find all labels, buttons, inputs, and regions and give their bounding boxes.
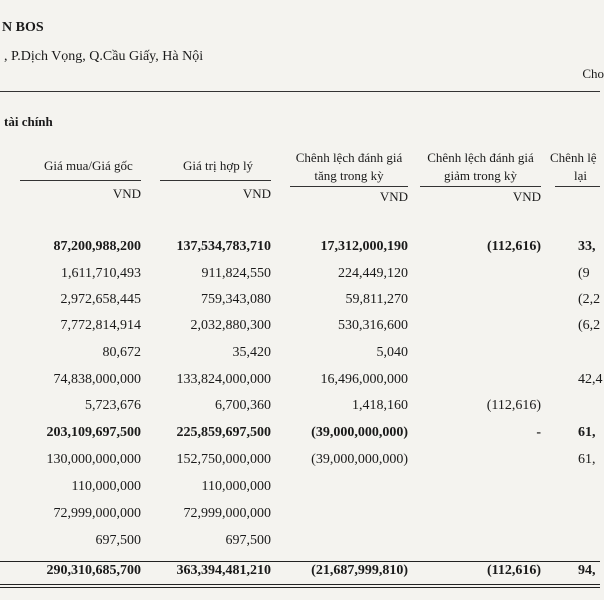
col-header-line	[290, 186, 408, 187]
table-cell-c2: 137,534,783,710	[176, 239, 271, 254]
table-cell-c3: (39,000,000,000)	[311, 425, 408, 440]
total-top-rule	[0, 561, 600, 562]
table-cell-c3: 5,040	[376, 345, 408, 360]
table-cell-c1: 203,109,697,500	[46, 425, 141, 440]
table-row	[0, 266, 600, 288]
table-cell-c2: 225,859,697,500	[176, 425, 271, 440]
table-cell-c5: (9	[578, 266, 590, 281]
col-header-increase-line2: tăng trong kỳ	[314, 168, 384, 183]
table-cell-c3: 17,312,000,190	[320, 239, 408, 254]
table-cell-c2: 2,032,880,300	[190, 318, 271, 333]
table-cell-c1: 72,999,000,000	[53, 506, 141, 521]
table-cell-c2: 6,700,360	[215, 398, 271, 413]
col-header-line	[20, 180, 141, 181]
table-cell-c2: 152,750,000,000	[176, 452, 271, 467]
table-cell-c3: 530,316,600	[338, 318, 408, 333]
table-cell-c2: 72,999,000,000	[183, 506, 271, 521]
total-increase: (21,687,999,810)	[311, 563, 408, 578]
header-divider	[0, 91, 600, 92]
table-row	[0, 292, 600, 314]
table-cell-c2: 759,343,080	[201, 292, 271, 307]
col-header-increase-line1: Chênh lệch đánh giá	[295, 150, 403, 165]
col-unit: VND	[512, 189, 541, 204]
col-header-increase	[290, 149, 408, 185]
table-row	[0, 398, 600, 420]
table-cell-c5: 61,	[578, 425, 596, 440]
col-header-line	[160, 180, 271, 181]
report-heading-fragment: Cho	[582, 66, 604, 81]
table-cell-c1: 1,611,710,493	[61, 266, 141, 281]
total-cost: 290,310,685,700	[46, 563, 141, 578]
table-row	[0, 506, 600, 528]
col-unit: VND	[112, 186, 141, 201]
table-row	[0, 452, 600, 474]
table-row	[0, 372, 603, 394]
table-cell-c5: 33,	[578, 239, 596, 254]
table-cell-c4: (112,616)	[486, 239, 541, 254]
table-cell-c2: 35,420	[232, 345, 271, 360]
col-header-revaluation	[550, 149, 597, 185]
table-cell-c1: 697,500	[95, 533, 141, 548]
table-cell-c1: 5,723,676	[85, 398, 141, 413]
table-cell-c5: 61,	[578, 452, 596, 467]
table-cell-c1: 2,972,658,445	[60, 292, 141, 307]
col-header-decrease-line1: Chênh lệch đánh giá	[427, 150, 534, 165]
col-header-line	[555, 186, 600, 187]
table-cell-c2: 110,000,000	[201, 479, 271, 494]
table-cell-c3: 1,418,160	[352, 398, 408, 413]
total-row	[0, 563, 600, 585]
table-cell-c1: 110,000,000	[71, 479, 141, 494]
table-cell-c1: 7,772,814,914	[60, 318, 141, 333]
total-fair-value: 363,394,481,210	[176, 563, 271, 578]
table-cell-c1: 74,838,000,000	[53, 372, 141, 387]
total-decrease: (112,616)	[486, 563, 541, 578]
table-cell-c2: 133,824,000,000	[176, 372, 271, 387]
table-cell-c4: -	[536, 425, 541, 440]
table-row	[0, 318, 600, 340]
col-header-decrease-line2: giảm trong kỳ	[444, 168, 517, 183]
col-header-decrease	[420, 149, 541, 185]
col-header-line	[420, 186, 541, 187]
table-cell-c3: (39,000,000,000)	[311, 452, 408, 467]
table-cell-c1: 87,200,988,200	[53, 239, 141, 254]
total-bottom-rule-double	[0, 587, 600, 588]
table-cell-c5: (2,2	[578, 292, 601, 307]
total-bottom-rule	[0, 584, 600, 585]
table-row	[0, 239, 600, 261]
col-header-fair-value: Giá trị hợp lý	[183, 158, 254, 173]
total-revaluation: 94,	[578, 563, 596, 578]
table-cell-c1: 130,000,000,000	[46, 452, 141, 467]
table-cell-c3: 59,811,270	[345, 292, 408, 307]
col-header-revaluation-line2: lại	[574, 168, 587, 183]
table-cell-c1: 80,672	[102, 345, 141, 360]
table-row	[0, 479, 600, 501]
company-name: N BOS	[2, 20, 44, 35]
table-row	[0, 425, 600, 447]
company-address: , P.Dịch Vọng, Q.Cầu Giấy, Hà Nội	[4, 49, 204, 64]
section-title: tài chính	[4, 114, 53, 129]
col-header-cost: Giá mua/Giá gốc	[44, 158, 133, 173]
table-cell-c5: (6,2	[578, 318, 601, 333]
table-cell-c4: (112,616)	[486, 398, 541, 413]
table-cell-c2: 697,500	[225, 533, 271, 548]
col-unit: VND	[242, 186, 271, 201]
table-cell-c3: 16,496,000,000	[320, 372, 408, 387]
col-header-revaluation-line1: Chênh lệ	[550, 150, 597, 165]
table-cell-c5: 42,4	[578, 372, 603, 387]
table-row	[0, 533, 600, 555]
table-cell-c3: 224,449,120	[338, 266, 408, 281]
col-unit: VND	[379, 189, 408, 204]
table-row	[0, 345, 600, 367]
table-cell-c2: 911,824,550	[201, 266, 271, 281]
